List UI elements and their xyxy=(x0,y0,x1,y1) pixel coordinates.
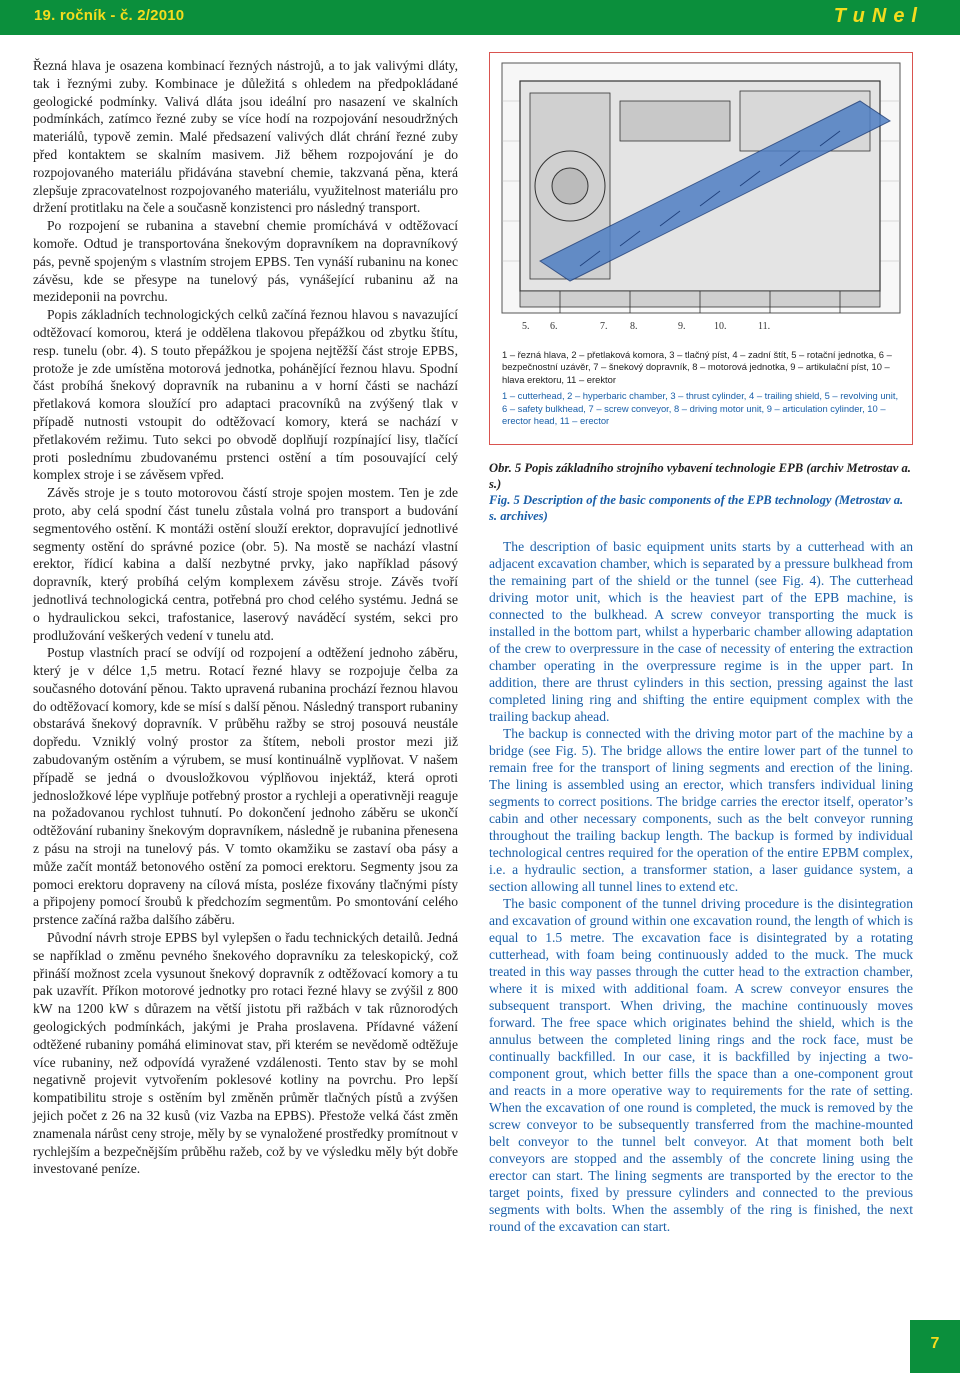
legend-czech: 1 – řezná hlava, 2 – přetlaková komora, 3 – tlačný píst, 4 – zadní štít, 5 – rotační jednotka, 6 – bezpečnostní uzávěr, 7 – šnekový dopravník, 8 – motorová jednotka, 9 – artikulační píst, 10 – hlava erektoru, 11 – erektor xyxy=(502,349,892,385)
issue-label: 19. ročník - č. 2/2010 xyxy=(34,7,185,24)
cz-paragraph: Závěs stroje je s touto motorovou částí stroje spojen mostem. Ten je zde proto, aby celá spodní část tunelu zůstala volná pro transport a budování segmentového ostění. K montáži ostění slouží erektor, dopravující jednotlivé segmenty ostění do správné pozice (obr. 5). Na mostě se nachází vlastní erektor, řídicí kabina a další nezbytné prvky, jako například pásový dopravník, který probíhá celým komplexem závěsu stroje. Závěs tvoří jednotlivá technologická centra, potřebná pro chod celého systému. Jedná se o hydraulickou sekci, trafostanice, laserový naváděcí systém, sekci pro prodlužování veškerých vedení v tunelu atd. xyxy=(33,485,458,643)
callout-7: 7. xyxy=(600,321,608,332)
figure-5-frame xyxy=(489,52,913,445)
callout-5: 5. xyxy=(522,321,530,332)
legend-english: 1 – cutterhead, 2 – hyperbaric chamber, 3 – thrust cylinder, 4 – trailing shield, 5 – revolving unit, 6 – safety bulkhead, 7 – screw conveyor, 8 – driving motor unit, 9 – articulation cylinder, 10 – erector head, 11 – erector xyxy=(502,390,899,427)
callout-11: 11. xyxy=(758,321,771,332)
callout-6: 6. xyxy=(550,321,558,332)
cz-paragraph: Řezná hlava je osazena kombinací řezných nástrojů, a to jak valivými dláty, tak i řeznými zuby. Kombinace je důležitá s ohledem na předpokládané geologické podmínky. Valivá dláta jsou ideální pro nasazení ve skalních podmínkách, zatímco řezné zuby se více hodí na rozpojování nesoudržných materiálů, typově zemin. Malé předsazení valivých dlát chrání řezné zuby před kontaktem se skalním masivem. Již během rozpojování je do rozpojovaného materiálu přidávána stavební chemie, takzvaná pěna, která zlepšuje zpracovatelnost rozpojovaného materiálu, využitelnost materiálu pro držení protitlaku na čele a současně konzistenci pro následný transport. xyxy=(33,58,458,216)
page-header xyxy=(0,0,960,35)
caption-czech: Obr. 5 Popis základního strojního vybavení technologie EPB (archiv Metrostav a. s.) xyxy=(489,461,911,491)
page-number-box xyxy=(910,1320,960,1373)
caption-english: Fig. 5 Description of the basic components of the EPB technology (Metrostav a. s. archives) xyxy=(489,493,904,523)
cz-paragraph: Původní návrh stroje EPBS byl vylepšen o řadu technických detailů. Jedná se například o změnu pevného šnekového dopravníku za teleskopický, což přináší možnost zcela vysunout šnekový dopravník z odtěžovací komory a tu pak uzavřít. Příkon motorové jednotky pro rotaci řezné hlavy se zvýšil z 800 kW na 1200 kW s důrazem na větší jistotu při ražbách v tak různorodých geologických podmínkách, jakými je Praha proslavena. Přídavné vážení odtěžené rubaniny pomáhá eliminovat stav, při kterém se nevědomě odtěžuje více rubaniny, než odpovídá vyražené vzdálenosti. Tento stav by se mohl negativně projevit vytvořením poklesové kotliny na povrchu. Pro lepší kompatibilitu stroje s ostěním byl změněn průměr tlačných pístů a zvýšen jejich počet z 26 na 32 kusů (viz Vazba na EPBS). Přestože velká část změn znamenala nárůst ceny stroje, měly by se vynaložené prostředky promítnout v rychlejším a bezpečnějším průběhu ražeb, což by ve výsledku měly být dobře investované peníze. xyxy=(33,930,458,1177)
en-paragraph: The description of basic equipment units starts by a cutterhead with an adjacent excavation chamber, which is separated by a pressure bulkhead from the remaining part of the shield or the tunnel (see Fig. 4). The cutterhead driving motor unit, which is the heaviest part of the EPB machine, is connected to the bulkhead. A screw conveyor transporting the muck is installed in the bottom part, whilst a hyperbaric chamber allowing adaptation of the crew to overpressure in the case of necessity of entering the extraction chamber operating in the overpressure regime is in the upper part. In addition, there are thrust cylinders in this section, pressing against the last completed lining ring and shifting the entire equipment complex with the trailing backup ahead. xyxy=(489,539,913,724)
en-paragraph: The basic component of the tunnel driving procedure is the disintegration and excavation of ground within one excavation round, the length of which is equal to 1.5 metre. The excavation face is disintegrated by a rotating cutterhead, with foam being continuously added to the muck. The muck treated in this way passes through the cutter head to the extraction chamber, where it is mixed with additional foam. A screw conveyor ensures the subsequent transport. When driving, the machine continuously moves forward. The free space which originates behind the shield, which is the annulus between the completed lining rings and the rock face, must be continually backfilled. In our case, it is backfilled by injecting a two-component grout, which better fills the space than a one-component grout and reacts in a more operative way to requirements for the rate of setting. When the excavation of one round is completed, the muck is removed by the screw conveyor to be subsequently transferred from the machine-mounted belt conveyor to the tunnel belt conveyor. At that moment both belt conveyors are stopped and the assembly of the concrete lining using the erector can start. The lining segments are transported by the erector to the target points, fixed by pressure cylinders and connected to the previous segments with bolts. When the assembly of the ring is finished, the next round of the excavation can start. xyxy=(489,896,913,1234)
tunel-logo: TuNel xyxy=(833,5,924,27)
cz-paragraph: Popis základních technologických celků začíná řeznou hlavou s navazující odtěžovací komorou, která je oddělena tlakovou přepážkou od zbytku štítu, resp. tunelu (obr. 4). S touto přepážkou je spojena nejtěžší část stroje EPBS, protože je zde umístěna motorová jednotka, pohánějící řeznou hlavu. Spodní část probíhá šnekový dopravník na rubaninu a v horní části se nachází přetlaková komora sloužící pro adaptaci pracovníků na zvýšený tlak v případě nutnosti vstoupit do odtěžovací komory, která se nachází v přetlakovém režimu. Tuto sekci po obvodě doplňují rozpínající lisy, tlačící proti poslednímu zbudovanému prstenci ostění a tím posouvající celý komplex stroje i se závěsem vpřed. xyxy=(33,307,458,483)
en-paragraph: The backup is connected with the driving motor part of the machine by a bridge (see Fig. 5). The bridge allows the entire lower part of the tunnel to remain free for the transport of lining segments and erection of the lining. The lining is assembled using an erector, which transfers individual lining segments to correct positions. The bridge carries the erector itself, operator’s cabin and other necessary components, such as the belt conveyor running throughout the trailing backup length. The backup is formed by individual technological centres required for the operation of the entire EPBM complex, i.e. a hydraulic section, a transformer station, a laser guidance system, a section allowing all tunnel lines to extend etc. xyxy=(489,726,913,894)
callout-9: 9. xyxy=(678,321,686,332)
callout-8: 8. xyxy=(630,321,638,332)
cz-paragraph: Po rozpojení se rubanina a stavební chemie promíchává v odtěžovací komoře. Odtud je transportována šnekovým dopravníkem na dopravníkový pás, pevně spojeným s vlastním strojem EPBS. Ten vynáší rubaninu na konec závěsu, kde se přesype na tunelový pás, vynášející rubaninu až na mezideponii na povrchu. xyxy=(33,218,458,305)
cz-paragraph: Postup vlastních prací se odvíjí od rozpojení a odtěžení jednoho záběru, který je v délce 1,5 metru. Rotací řezné hlavy se rozpojuje čelba za současného dotování pěnou. Takto upravená rubanina prochází řeznou hlavou do odtěžovací komory, kde se mísí s další pěnou. Následný transport rubaniny obstarává šnekový dopravník. V průběhu ražby se stroj posouvá neustále dopředu. Vzniklý volný prostor za štítem, neboli prostor mezi již zabudovaným ostěním a výrubem, se musí kontinuálně vyplňovat. V našem případě se jedná o dvousložkovou výplňovou injektáž, která oproti jednosložkové lépe vyplňuje potřebný prostor a rychleji a operativněji reaguje na požadovanou rychlost tuhnutí. Po dokončení jednoho záběru se ukončí odtěžování rubaniny šnekovým dopravníkem, následně je rubanina přenesena z pásu na stroji na tunelový pás. V tomto okamžiku se zastaví oba pásy a může začít montáž betonového ostění za pomoci erektoru. Segmenty jsou za pomoci erektoru dopraveny na cílová místa, posléze fixovány tlačnými písty a připojeny pomocí šroubů k předchozím segmentům. Po smontování celého prstence začíná ražba dalšího záběru. xyxy=(33,645,458,928)
page-number: 7 xyxy=(930,1335,940,1352)
czech-text-column xyxy=(33,57,458,1178)
figure-legend xyxy=(502,349,902,427)
callout-10: 10. xyxy=(714,321,727,332)
epb-machine-drawing xyxy=(500,61,902,387)
english-text-column xyxy=(489,538,913,1235)
figure-caption xyxy=(489,460,913,524)
